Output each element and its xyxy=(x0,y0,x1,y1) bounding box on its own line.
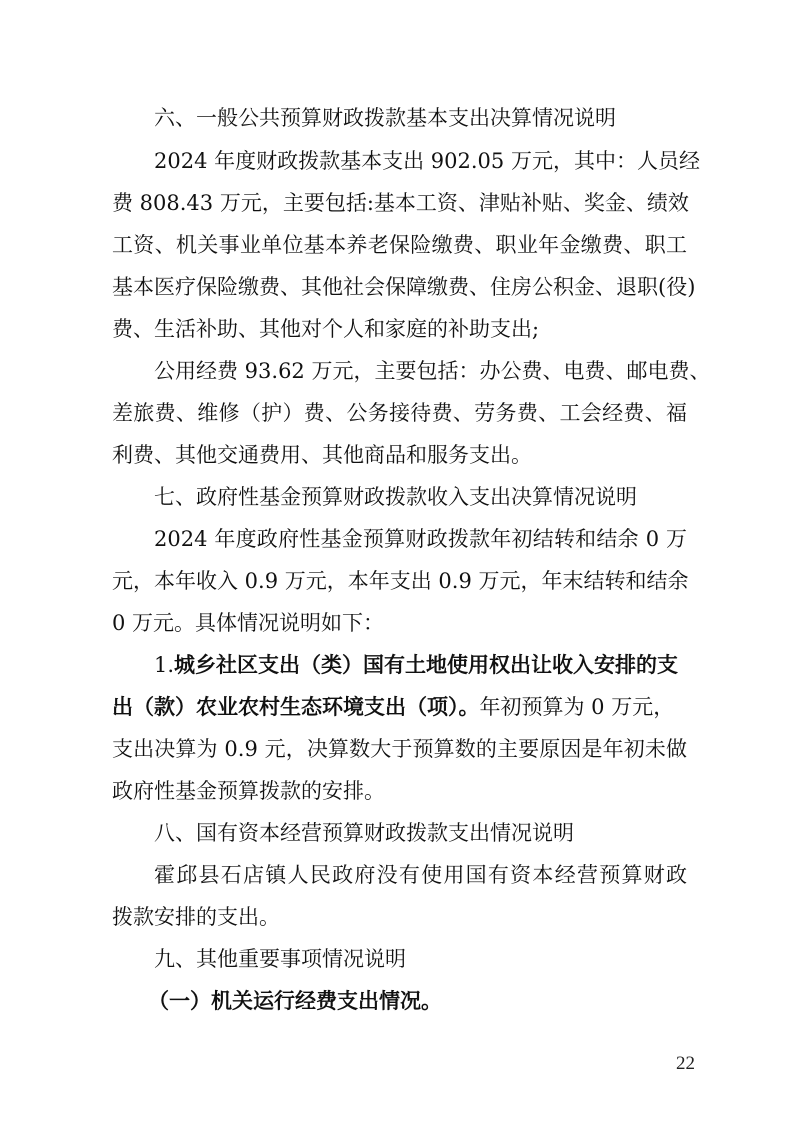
item-text: 年初预算为 0 万元， xyxy=(479,695,675,719)
item-title-bold: 出（款）农业农村生态环境支出（项）。 xyxy=(112,695,480,719)
section-6-paragraph-line: 基本医疗保险缴费、其他社会保障缴费、住房公积金、退职(役) xyxy=(112,275,696,299)
section-8-paragraph-line: 霍邱县石店镇人民政府没有使用国有资本经营预算财政 xyxy=(154,863,687,887)
section-7-item-1-line xyxy=(112,693,687,721)
section-7-item-1-line xyxy=(154,651,687,679)
section-8-heading: 八、国有资本经营预算财政拨款支出情况说明 xyxy=(154,821,574,845)
section-7-paragraph-line: 2024 年度政府性基金预算财政拨款年初结转和结余 0 万 xyxy=(154,527,687,551)
section-7-heading: 七、政府性基金预算财政拨款收入支出决算情况说明 xyxy=(154,485,637,509)
section-9-heading: 九、其他重要事项情况说明 xyxy=(154,947,406,971)
section-6-paragraph-line: 费 808.43 万元，主要包括:基本工资、津贴补贴、奖金、绩效 xyxy=(112,191,689,215)
section-9-subheading: （一）机关运行经费支出情况。 xyxy=(148,989,442,1013)
item-title-bold: 城乡社区支出（类）国有土地使用权出让收入安排的支 xyxy=(174,653,679,677)
section-8-paragraph-line: 拨款安排的支出。 xyxy=(112,905,280,929)
page-number: 22 xyxy=(676,1053,695,1074)
section-6-paragraph-line: 利费、其他交通费用、其他商品和服务支出。 xyxy=(112,443,532,467)
section-6-paragraph-line: 公用经费 93.62 万元，主要包括：办公费、电费、邮电费、 xyxy=(154,359,711,383)
item-number: 1. xyxy=(154,653,175,677)
section-7-item-1-line: 支出决算为 0.9 元，决算数大于预算数的主要原因是年初未做 xyxy=(112,737,687,761)
section-7-item-1-line: 政府性基金预算拨款的安排。 xyxy=(112,779,385,803)
section-6-paragraph-line: 费、生活补助、其他对个人和家庭的补助支出; xyxy=(112,317,540,341)
section-6-paragraph-line: 2024 年度财政拨款基本支出 902.05 万元，其中：人员经 xyxy=(154,149,700,173)
section-7-paragraph-line: 元，本年收入 0.9 万元，本年支出 0.9 万元，年末结转和结余 xyxy=(112,569,689,593)
section-6-paragraph-line: 差旅费、维修（护）费、公务接待费、劳务费、工会经费、福 xyxy=(112,401,687,425)
section-6-heading: 六、一般公共预算财政拨款基本支出决算情况说明 xyxy=(154,106,616,130)
section-7-paragraph-line: 0 万元。具体情况说明如下： xyxy=(112,611,385,635)
section-6-paragraph-line: 工资、机关事业单位基本养老保险缴费、职业年金缴费、职工 xyxy=(112,233,687,257)
